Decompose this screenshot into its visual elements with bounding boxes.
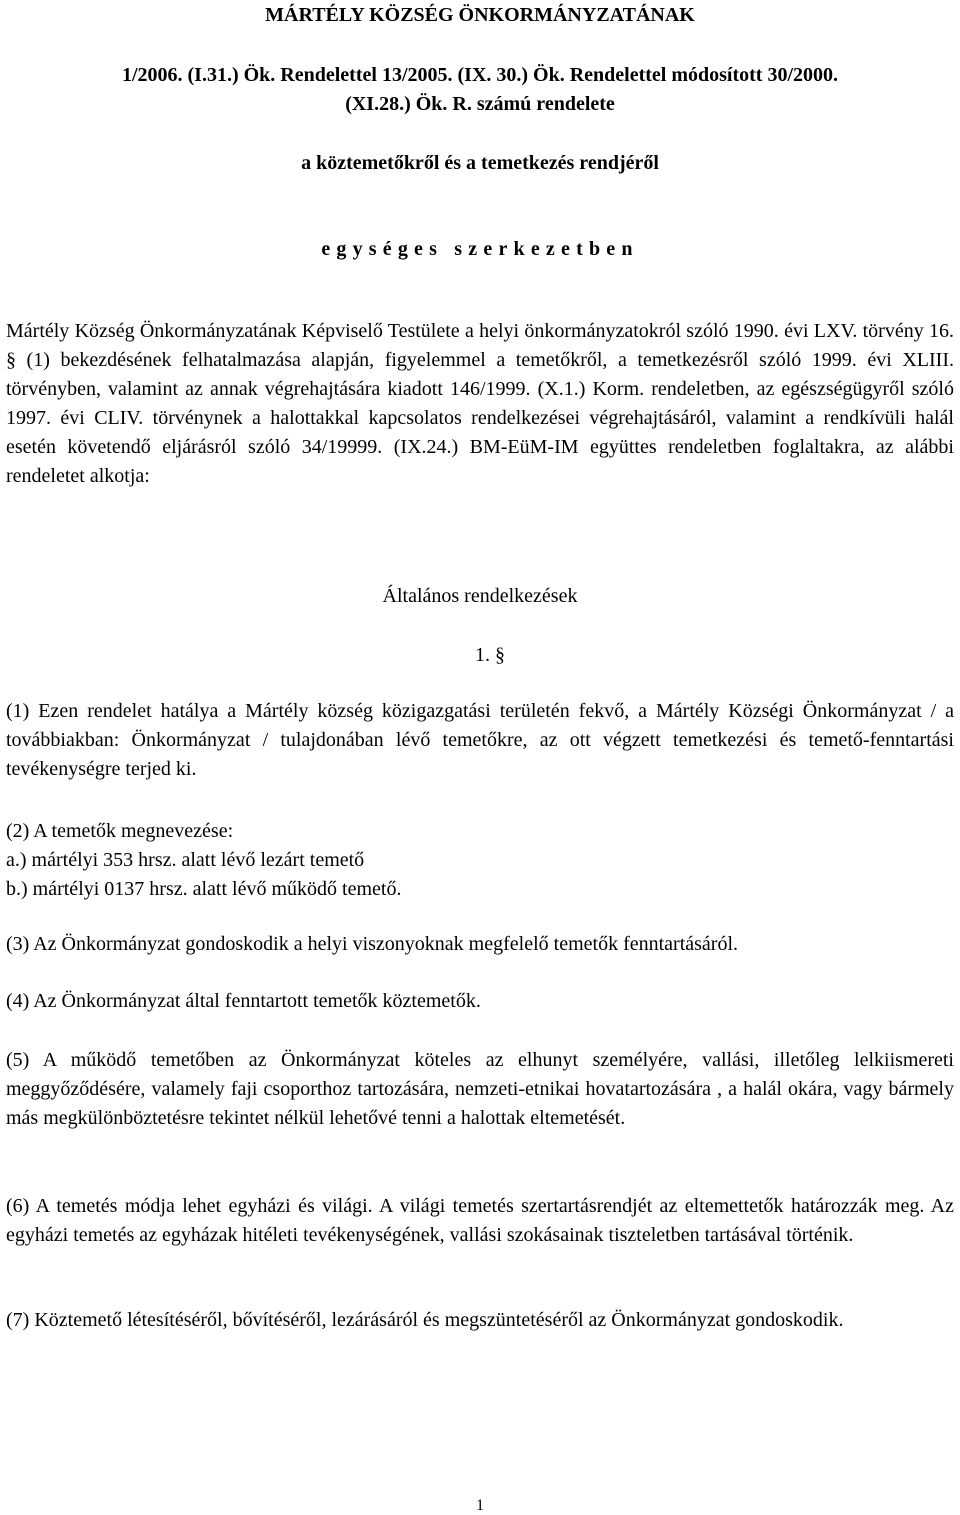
section-heading: Általános rendelkezések [382, 585, 578, 607]
paragraph-1: (1) Ezen rendelet hatálya a Mártély község közigazgatási területén fekvő, a Mártély Községi Önkormányzat / a továbbiakban: Önkormányzat / tulajdonában lévő temetőkre, az ott végzett temetkezési és temető-fenntartási tevékenységre terjed ki. [6, 700, 954, 780]
paragraph-2-heading: (2) A temetők megnevezése: [6, 820, 234, 842]
ordinance-reference-line-2: (XI.28.) Ök. R. számú rendelete [345, 93, 615, 115]
paragraph-2-item-a: a.) mártélyi 353 hrsz. alatt lévő lezárt temető [6, 849, 365, 871]
preamble-paragraph: Mártély Község Önkormányzatának Képviselő Testülete a helyi önkormányzatokról szóló 1990. évi LXV. törvény 16. § (1) bekezdésének felhatalmazása alapján, figyelemmel a temetőkről, a temetkezésről szóló 1999. évi XLIII. törvényben, valamint az annak végrehajtására kiadott 146/1999. (X.1.) Korm. rendeletben, az egészségügyről szóló 1997. évi CLIV. törvénynek a halottakkal kapcsolatos rendelkezései végrehajtásáról, valamint a rendkívüli halál esetén követendő eljárásról szóló 34/19999. (IX.24.) BM-EüM-IM együttes rendeletben foglaltakra, az alábbi rendeletet alkotja: [6, 320, 954, 487]
paragraph-4: (4) Az Önkormányzat által fenntartott temetők köztemetők. [6, 990, 481, 1012]
page-number: 1 [476, 1497, 484, 1514]
paragraph-7: (7) Köztemető létesítéséről, bővítéséről, lezárásáról és megszüntetéséről az Önkormányzat gondoskodik. [6, 1309, 844, 1331]
document-subtitle: a köztemetőkről és a temetkezés rendjéről [301, 152, 659, 174]
paragraph-5: (5) A működő temetőben az Önkormányzat köteles az elhunyt személyére, vallási, illetőleg lelkiismereti meggyőződésére, valamely faji csoporthoz tartozására, nemzeti-etnikai hovatartozására , a halál okára, vagy bármely más megkülönböztetésre tekintet nélkül lehetővé tenni a halottak eltemetését. [6, 1049, 954, 1129]
paragraph-6: (6) A temetés módja lehet egyházi és világi. A világi temetés szertartásrendjét az eltemettetők határozzák meg. Az egyházi temetés az egyházak hitéleti tevékenységének, vallási szokásainak tiszteletben tartásával történik. [6, 1195, 954, 1246]
document-title: MÁRTÉLY KÖZSÉG ÖNKORMÁNYZATÁNAK [265, 4, 695, 26]
paragraph-2-item-b: b.) mártélyi 0137 hrsz. alatt lévő működő temető. [6, 878, 402, 900]
section-number: 1. § [475, 644, 505, 666]
paragraph-3: (3) Az Önkormányzat gondoskodik a helyi viszonyoknak megfelelő temetők fenntartásáról. [6, 933, 739, 955]
ordinance-reference-line-1: 1/2006. (I.31.) Ök. Rendelettel 13/2005. (IX. 30.) Ök. Rendelettel módosított 30/2000. [121, 64, 839, 86]
consolidated-structure-label: egységes szerkezetben [321, 238, 639, 260]
